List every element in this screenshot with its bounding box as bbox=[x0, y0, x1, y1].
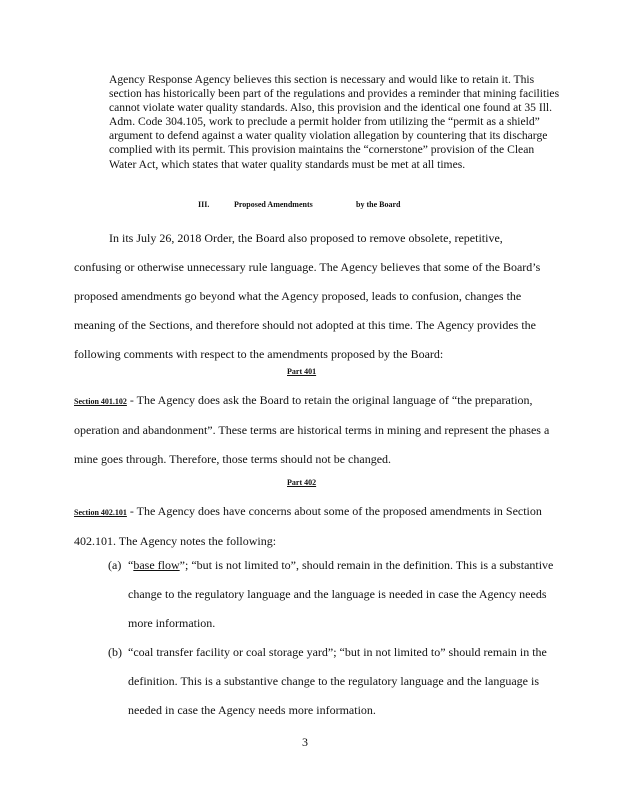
base-flow-term: base flow bbox=[133, 558, 180, 572]
part-402-heading: Part 402 bbox=[287, 478, 317, 487]
section-401-paragraph bbox=[74, 386, 552, 474]
section-402-label: Section 402.101 bbox=[74, 508, 127, 517]
list-item-text: ; “but is not limited to”, should remain in the definition. This is a substantive change to the regulatory language and the language is needed in case the Agency needs more information. bbox=[128, 558, 554, 630]
list-item-marker: (a) bbox=[108, 558, 122, 572]
section-402-text: - The Agency does have concerns about some of the proposed amendments in Section 402.101. The Agency notes the following: bbox=[74, 504, 542, 548]
section-iii-heading bbox=[198, 200, 438, 209]
agency-response-text: Agency believes this section is necessary and would like to retain it. This section has historically been part of the regulations and provides a reminder that mining facilities cannot violate water quality standards. Also, this provision and the identical one found at 35 Ill. Adm. Code 304.105, work to preclude a permit holder from utilizing the “permit as a shield” argument to defend against a water quality violation allegation by countering that its discharge complied with its permit. This provision maintains the “cornerstone” provision of the Clean Water Act, which states that water quality standards must be met at all times. bbox=[109, 73, 560, 171]
section-iii-title: Proposed Amendments bbox=[234, 200, 313, 209]
list-item-text: “coal transfer facility or coal storage yard”; “but in not limited to” should remain in the definition. This is a substantive change to the regulatory language and the language is needed in case the Agency needs more information. bbox=[128, 645, 547, 717]
section-iii-number: III. bbox=[198, 200, 210, 209]
agency-response-label: Agency Response bbox=[109, 73, 193, 86]
part-401-heading: Part 401 bbox=[287, 367, 317, 376]
section-iii-by: by the Board bbox=[356, 200, 401, 209]
section-401-label: Section 401.102 bbox=[74, 397, 127, 406]
list-item-marker: (b) bbox=[108, 645, 122, 659]
section-401-text: - The Agency does ask the Board to retain the original language of “the preparation, operation and abandonment”. These terms are historical terms in mining and represent the phases a mine goes through. Therefore, those terms should not be changed. bbox=[74, 393, 550, 466]
page-number: 3 bbox=[302, 735, 308, 749]
list-item: (a) “base flow”; “but is not limited to”, should remain in the definition. This is a substantive change to the regulatory language and the language is needed in case the Agency needs more information. bbox=[108, 551, 560, 638]
list-item bbox=[108, 638, 560, 725]
section-402-paragraph bbox=[74, 497, 552, 556]
agency-response-block bbox=[109, 73, 564, 172]
section-402-list bbox=[108, 551, 560, 725]
intro-paragraph: In its July 26, 2018 Order, the Board also proposed to remove obsolete, repetitive, confusing or otherwise unnecessary rule language. The Agency believes that some of the Board’s proposed amendments go beyond what the Agency proposed, leads to confusion, changes the meaning of the Sections, and therefore should not adopted at this time. The Agency provides the following comments with respect to the amendments proposed by the Board: bbox=[74, 231, 541, 361]
